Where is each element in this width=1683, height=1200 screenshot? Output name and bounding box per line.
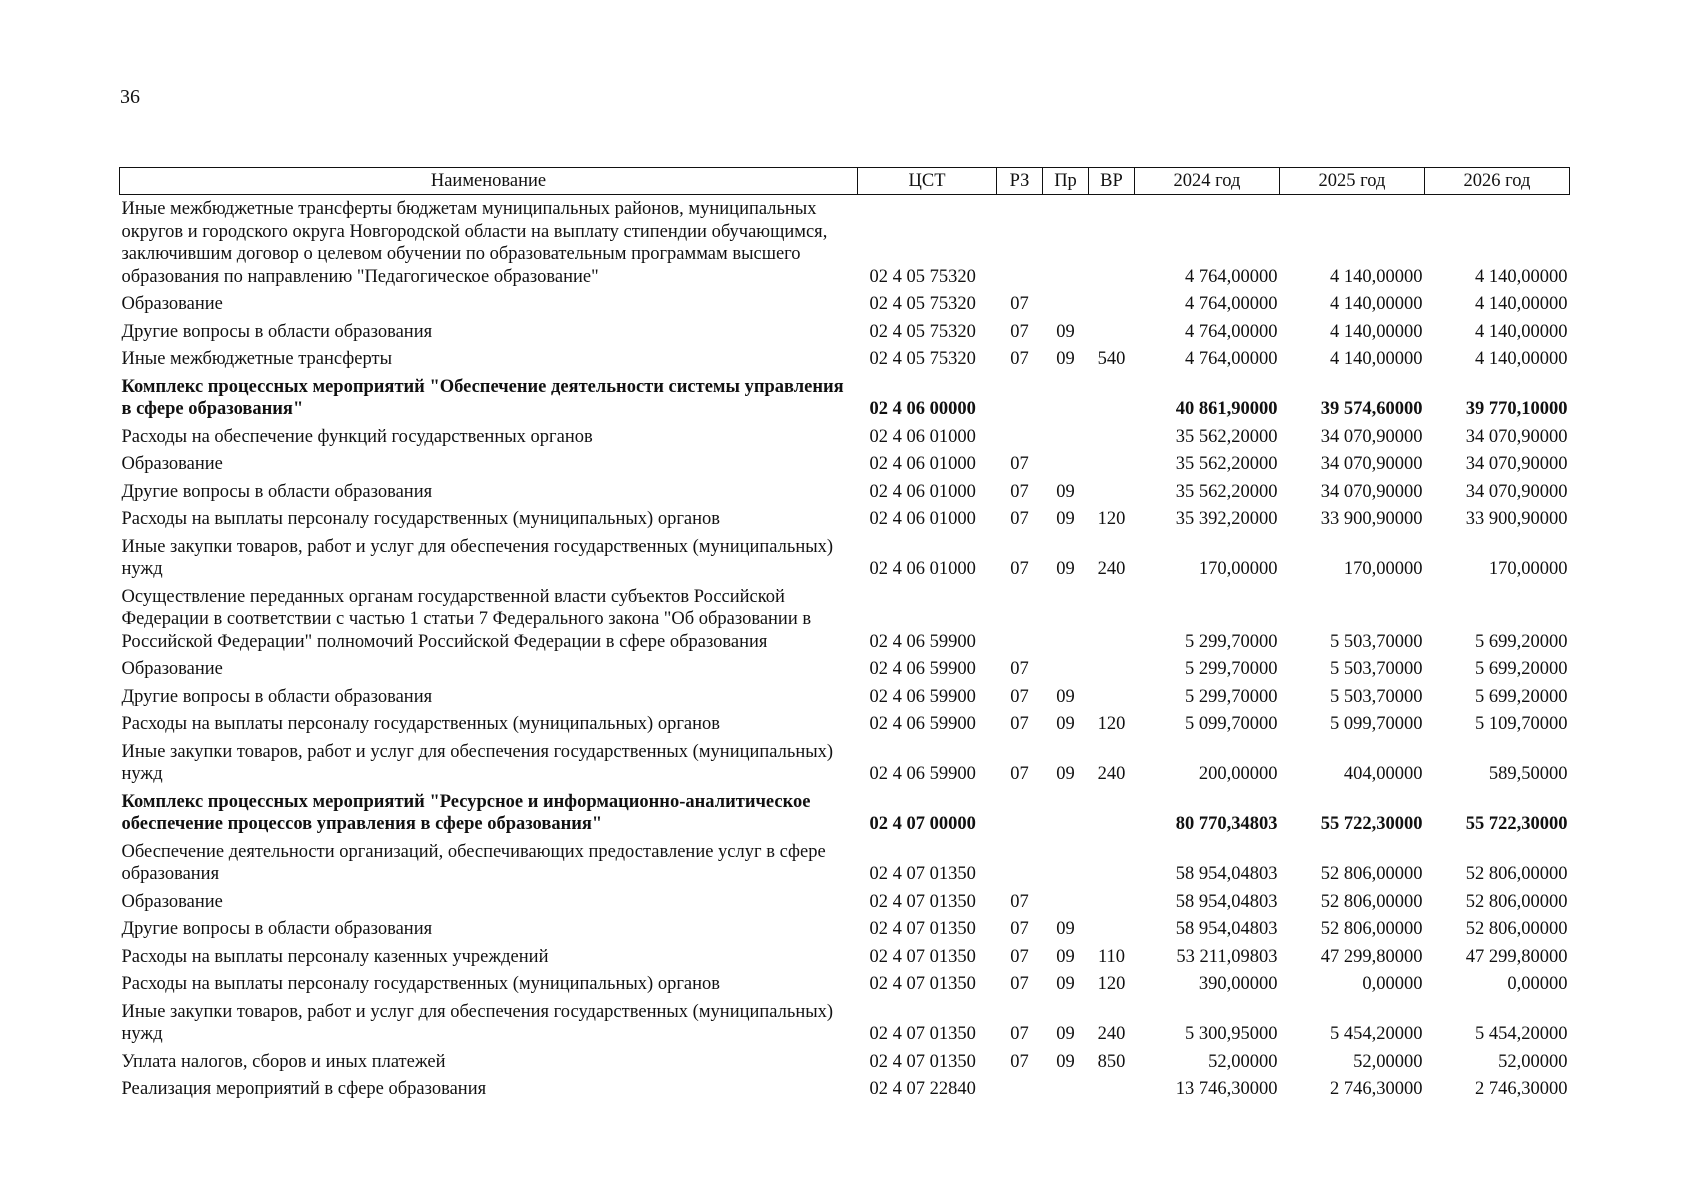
row-vr: 120 [1097, 509, 1126, 529]
row-value-2026: 52,00000 [1498, 1051, 1568, 1072]
row-vr [1089, 423, 1135, 451]
row-cst: 02 4 05 75320 [869, 294, 976, 314]
row-vr: 120 [1097, 714, 1126, 734]
row-rz: 07 [1010, 974, 1029, 994]
row-name: Иные закупки товаров, работ и услуг для обеспечения государственных (муниципальных) нужд [121, 1001, 834, 1044]
row-vr [1089, 318, 1135, 346]
row-cst: 02 4 07 01350 [869, 946, 976, 967]
row-cst: 02 4 07 01350 [869, 919, 976, 939]
row-vr [1089, 788, 1135, 838]
row-rz: 07 [1010, 294, 1029, 314]
row-rz: 07 [1010, 891, 1029, 912]
row-value-2025: 4 140,00000 [1330, 294, 1423, 314]
row-name: Комплекс процессных мероприятий "Обеспечение деятельности системы управления в сфере образования" [121, 376, 844, 419]
row-value-2024: 35 392,20000 [1175, 509, 1278, 529]
table-row [120, 478, 1570, 506]
row-value-2026: 4 140,00000 [1475, 321, 1568, 342]
row-name: Иные межбюджетные трансферты [121, 349, 393, 369]
table-row [120, 738, 1570, 788]
row-pr [1043, 1075, 1089, 1103]
header-name: Наименование [120, 168, 858, 195]
row-pr: 09 [1056, 974, 1075, 994]
table-row [120, 970, 1570, 998]
table-row [120, 1048, 1570, 1076]
row-value-2024: 52,00000 [1208, 1051, 1278, 1072]
row-rz: 07 [1010, 659, 1029, 679]
row-rz [997, 838, 1043, 888]
row-value-2024: 13 746,30000 [1175, 1079, 1278, 1099]
row-value-2024: 5 299,70000 [1185, 631, 1278, 652]
row-cst: 02 4 07 01350 [869, 891, 976, 912]
table-row [120, 943, 1570, 971]
row-name: Образование [121, 891, 223, 912]
table-row [120, 533, 1570, 583]
row-name: Другие вопросы в области образования [121, 919, 433, 939]
row-vr [1089, 915, 1135, 943]
row-rz: 07 [1010, 509, 1029, 529]
row-pr [1043, 583, 1089, 656]
row-value-2026: 170,00000 [1488, 559, 1568, 579]
row-value-2024: 58 954,04803 [1175, 919, 1278, 939]
row-value-2026: 34 070,90000 [1465, 426, 1568, 447]
row-value-2024: 35 562,20000 [1175, 481, 1278, 502]
row-rz [997, 195, 1043, 291]
row-value-2024: 4 764,00000 [1185, 266, 1278, 287]
row-value-2025: 4 140,00000 [1330, 266, 1423, 287]
row-value-2026: 4 140,00000 [1475, 266, 1568, 287]
row-cst: 02 4 06 01000 [869, 509, 976, 529]
row-vr: 240 [1097, 559, 1126, 579]
row-value-2026: 52 806,00000 [1465, 919, 1568, 939]
row-value-2024: 390,00000 [1198, 974, 1278, 994]
row-value-2026: 55 722,30000 [1465, 814, 1568, 834]
table-row [120, 838, 1570, 888]
row-vr: 540 [1097, 349, 1126, 369]
row-name: Уплата налогов, сборов и иных платежей [121, 1051, 446, 1072]
header-2025: 2025 год [1280, 168, 1425, 195]
row-name: Расходы на выплаты персоналу казенных учреждений [121, 946, 549, 967]
row-rz [997, 583, 1043, 656]
table-header-row [120, 168, 1570, 195]
row-value-2024: 35 562,20000 [1175, 454, 1278, 474]
row-cst: 02 4 07 00000 [869, 814, 976, 834]
row-value-2025: 4 140,00000 [1330, 349, 1423, 369]
row-cst: 02 4 07 01350 [869, 1051, 976, 1072]
row-pr [1043, 888, 1089, 916]
row-pr [1043, 450, 1089, 478]
row-pr: 09 [1056, 1024, 1075, 1044]
table-row [120, 1075, 1570, 1103]
row-value-2025: 0,00000 [1362, 974, 1423, 994]
row-value-2024: 53 211,09803 [1176, 946, 1278, 967]
row-name: Расходы на выплаты персоналу государственных (муниципальных) органов [121, 509, 721, 529]
table-row [120, 345, 1570, 373]
row-rz: 07 [1010, 1051, 1029, 1072]
row-name: Расходы на выплаты персоналу государственных (муниципальных) органов [121, 974, 721, 994]
row-pr [1043, 195, 1089, 291]
row-value-2025: 39 574,60000 [1320, 399, 1423, 419]
row-cst: 02 4 07 01350 [869, 974, 976, 994]
row-rz [997, 788, 1043, 838]
row-cst: 02 4 05 75320 [869, 321, 976, 342]
table-row [120, 423, 1570, 451]
row-value-2024: 5 299,70000 [1185, 686, 1278, 707]
row-value-2024: 58 954,04803 [1175, 891, 1278, 912]
table-row [120, 655, 1570, 683]
row-cst: 02 4 05 75320 [869, 266, 976, 287]
row-vr [1089, 290, 1135, 318]
table-row [120, 583, 1570, 656]
row-value-2024: 5 099,70000 [1185, 714, 1278, 734]
row-value-2026: 5 699,20000 [1475, 659, 1568, 679]
row-cst: 02 4 06 59900 [869, 686, 976, 707]
row-pr: 09 [1056, 481, 1075, 502]
row-pr: 09 [1056, 349, 1075, 369]
row-value-2026: 589,50000 [1488, 764, 1568, 784]
row-vr: 240 [1097, 764, 1126, 784]
row-vr [1089, 888, 1135, 916]
row-rz: 07 [1010, 349, 1029, 369]
row-value-2025: 5 503,70000 [1330, 659, 1423, 679]
row-value-2024: 35 562,20000 [1175, 426, 1278, 447]
row-value-2026: 34 070,90000 [1465, 481, 1568, 502]
row-pr [1043, 838, 1089, 888]
row-value-2025: 4 140,00000 [1330, 321, 1423, 342]
row-value-2026: 5 454,20000 [1475, 1024, 1568, 1044]
table-row [120, 683, 1570, 711]
row-name: Другие вопросы в области образования [121, 686, 433, 707]
row-value-2026: 2 746,30000 [1475, 1079, 1568, 1099]
row-rz [997, 1075, 1043, 1103]
row-name: Осуществление переданных органам государственной власти субъектов Российской Федерации в соответствии с частью 1 статьи 7 Федерального закона "Об образовании в Российской Федерации" полномочий Российской Федерации в сфере образования [121, 586, 812, 652]
row-value-2025: 5 099,70000 [1330, 714, 1423, 734]
row-rz: 07 [1010, 1024, 1029, 1044]
row-value-2026: 0,00000 [1507, 974, 1568, 994]
row-cst: 02 4 07 01350 [869, 864, 976, 884]
table-row [120, 710, 1570, 738]
row-pr [1043, 788, 1089, 838]
row-pr [1043, 655, 1089, 683]
row-value-2024: 58 954,04803 [1175, 864, 1278, 884]
page-number: 36 [120, 86, 140, 108]
row-rz: 07 [1010, 919, 1029, 939]
row-name: Иные межбюджетные трансферты бюджетам муниципальных районов, муниципальных округов и городского округа Новгородской области на выплату стипендии обучающимся, заключившим договор о целевом обучении по образовательным программам высшего образования по направлению "Педагогическое образование" [121, 199, 828, 287]
row-vr [1089, 450, 1135, 478]
row-rz: 07 [1010, 481, 1029, 502]
row-cst: 02 4 05 75320 [869, 349, 976, 369]
row-value-2025: 52 806,00000 [1320, 919, 1423, 939]
table-body [120, 195, 1570, 1103]
row-value-2025: 5 454,20000 [1330, 1024, 1423, 1044]
table-row [120, 318, 1570, 346]
row-rz: 07 [1010, 454, 1029, 474]
row-value-2025: 2 746,30000 [1330, 1079, 1423, 1099]
table-row [120, 290, 1570, 318]
row-cst: 02 4 06 01000 [869, 426, 976, 447]
row-value-2025: 52,00000 [1353, 1051, 1423, 1072]
row-rz: 07 [1010, 321, 1029, 342]
row-value-2024: 80 770,34803 [1175, 814, 1278, 834]
row-value-2024: 200,00000 [1198, 764, 1278, 784]
row-name: Расходы на выплаты персоналу государственных (муниципальных) органов [121, 714, 721, 734]
row-pr [1043, 290, 1089, 318]
row-rz: 07 [1010, 764, 1029, 784]
row-value-2026: 4 140,00000 [1475, 349, 1568, 369]
row-value-2025: 5 503,70000 [1330, 631, 1423, 652]
row-pr [1043, 373, 1089, 423]
row-pr: 09 [1056, 509, 1075, 529]
row-value-2026: 39 770,10000 [1465, 399, 1568, 419]
row-name: Комплекс процессных мероприятий "Ресурсное и информационно-аналитическое обеспечение процессов управления в сфере образования" [121, 791, 811, 834]
row-name: Обеспечение деятельности организаций, обеспечивающих предоставление услуг в сфере образования [121, 841, 826, 884]
table-row [120, 998, 1570, 1048]
row-vr: 110 [1097, 946, 1126, 967]
row-value-2025: 52 806,00000 [1320, 864, 1423, 884]
row-value-2024: 4 764,00000 [1185, 294, 1278, 314]
row-value-2025: 404,00000 [1343, 764, 1423, 784]
row-pr [1043, 423, 1089, 451]
row-value-2025: 5 503,70000 [1330, 686, 1423, 707]
row-vr [1089, 655, 1135, 683]
table-row [120, 915, 1570, 943]
row-name: Реализация мероприятий в сфере образования [121, 1079, 487, 1099]
header-2024: 2024 год [1135, 168, 1280, 195]
row-pr: 09 [1056, 946, 1075, 967]
row-value-2024: 170,00000 [1198, 559, 1278, 579]
budget-table [119, 167, 1570, 1103]
row-vr [1089, 195, 1135, 291]
row-value-2024: 40 861,90000 [1175, 399, 1278, 419]
row-rz [997, 423, 1043, 451]
row-name: Другие вопросы в области образования [121, 481, 433, 502]
table-row [120, 450, 1570, 478]
header-pr: Пр [1043, 168, 1089, 195]
table-row [120, 505, 1570, 533]
row-name: Иные закупки товаров, работ и услуг для обеспечения государственных (муниципальных) нужд [121, 741, 834, 784]
row-pr: 09 [1056, 321, 1075, 342]
table-row [120, 888, 1570, 916]
row-value-2026: 5 699,20000 [1475, 631, 1568, 652]
row-pr: 09 [1056, 1051, 1075, 1072]
row-cst: 02 4 06 59900 [869, 714, 976, 734]
row-vr [1089, 373, 1135, 423]
row-name: Иные закупки товаров, работ и услуг для обеспечения государственных (муниципальных) нужд [121, 536, 834, 579]
row-value-2025: 34 070,90000 [1320, 454, 1423, 474]
row-value-2025: 47 299,80000 [1320, 946, 1423, 967]
row-vr: 850 [1097, 1051, 1126, 1072]
row-vr [1089, 1075, 1135, 1103]
row-vr [1089, 838, 1135, 888]
row-cst: 02 4 07 01350 [869, 1024, 976, 1044]
row-vr [1089, 478, 1135, 506]
row-name: Образование [121, 659, 223, 679]
header-rz: РЗ [997, 168, 1043, 195]
row-rz: 07 [1010, 946, 1029, 967]
row-rz [997, 373, 1043, 423]
row-pr: 09 [1056, 559, 1075, 579]
table-row [120, 195, 1570, 291]
row-cst: 02 4 06 01000 [869, 454, 976, 474]
row-name: Образование [121, 294, 223, 314]
row-value-2025: 52 806,00000 [1320, 891, 1423, 912]
row-name: Образование [121, 454, 223, 474]
row-value-2026: 52 806,00000 [1465, 864, 1568, 884]
row-cst: 02 4 06 59900 [869, 631, 976, 652]
row-value-2025: 170,00000 [1343, 559, 1423, 579]
row-rz: 07 [1010, 714, 1029, 734]
row-cst: 02 4 06 01000 [869, 559, 976, 579]
row-pr: 09 [1056, 764, 1075, 784]
row-rz: 07 [1010, 559, 1029, 579]
row-value-2026: 5 699,20000 [1475, 686, 1568, 707]
row-value-2026: 52 806,00000 [1465, 891, 1568, 912]
row-value-2025: 33 900,90000 [1320, 509, 1423, 529]
row-value-2025: 34 070,90000 [1320, 426, 1423, 447]
row-cst: 02 4 06 59900 [869, 764, 976, 784]
row-name: Расходы на обеспечение функций государственных органов [121, 426, 593, 447]
row-value-2026: 4 140,00000 [1475, 294, 1568, 314]
row-value-2024: 5 300,95000 [1185, 1024, 1278, 1044]
row-rz: 07 [1010, 686, 1029, 707]
header-2026: 2026 год [1425, 168, 1570, 195]
row-pr: 09 [1056, 686, 1075, 707]
row-vr [1089, 683, 1135, 711]
row-value-2024: 5 299,70000 [1185, 659, 1278, 679]
row-value-2026: 33 900,90000 [1465, 509, 1568, 529]
row-value-2026: 34 070,90000 [1465, 454, 1568, 474]
row-value-2024: 4 764,00000 [1185, 321, 1278, 342]
row-value-2024: 4 764,00000 [1185, 349, 1278, 369]
table-row [120, 373, 1570, 423]
row-pr: 09 [1056, 714, 1075, 734]
header-cst: ЦСТ [858, 168, 997, 195]
row-value-2026: 47 299,80000 [1465, 946, 1568, 967]
row-cst: 02 4 07 22840 [869, 1079, 976, 1099]
row-cst: 02 4 06 59900 [869, 659, 976, 679]
row-cst: 02 4 06 01000 [869, 481, 976, 502]
row-vr: 120 [1097, 974, 1126, 994]
row-vr: 240 [1097, 1024, 1126, 1044]
row-value-2025: 55 722,30000 [1320, 814, 1423, 834]
row-value-2025: 34 070,90000 [1320, 481, 1423, 502]
header-vr: ВР [1089, 168, 1135, 195]
table-row [120, 788, 1570, 838]
row-vr [1089, 583, 1135, 656]
row-cst: 02 4 06 00000 [869, 399, 976, 419]
row-name: Другие вопросы в области образования [121, 321, 433, 342]
row-pr: 09 [1056, 919, 1075, 939]
row-value-2026: 5 109,70000 [1475, 714, 1568, 734]
